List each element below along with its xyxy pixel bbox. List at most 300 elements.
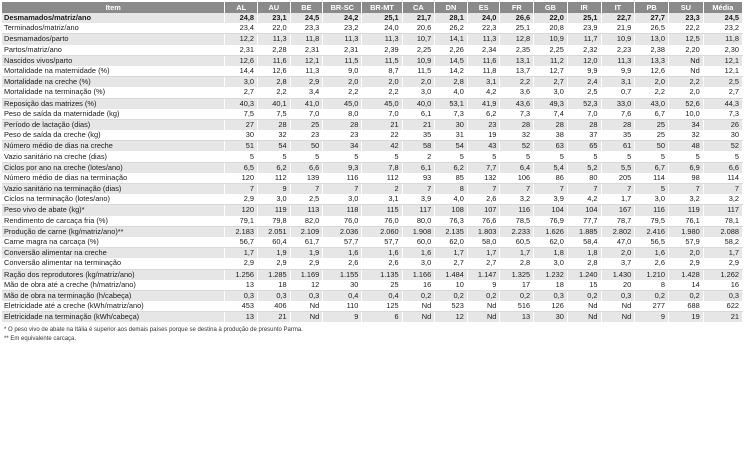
table-cell: 41,9 [467, 98, 500, 109]
table-cell: 3,1 [601, 77, 635, 88]
table-cell: 27,7 [635, 13, 669, 23]
column-header: AU [258, 2, 291, 13]
table-cell: 2,0 [362, 77, 402, 88]
table-cell: 7 [534, 184, 568, 195]
table-row [2, 13, 743, 23]
table-cell: 10,7 [402, 34, 435, 45]
table-cell: 25,1 [500, 23, 534, 34]
row-label: Mortalidade na creche (%) [2, 77, 225, 88]
table-cell: 11,8 [467, 66, 500, 77]
table-cell: 80,0 [402, 216, 435, 227]
table-cell: 3,2 [668, 194, 703, 205]
table-cell: 34 [668, 119, 703, 130]
table-cell: 12 [435, 312, 468, 323]
table-cell: 113 [290, 205, 323, 216]
table-row [2, 173, 743, 184]
table-cell: 2,0 [635, 77, 669, 88]
table-cell: 5 [290, 151, 323, 162]
table-cell: 2,8 [567, 258, 601, 269]
table-cell: 10,9 [601, 34, 635, 45]
table-cell: 1,6 [402, 248, 435, 259]
table-cell: 13 [225, 312, 258, 323]
table-cell: 3,4 [290, 87, 323, 98]
data-table-container [2, 2, 743, 344]
table-cell: 8,0 [323, 109, 362, 120]
table-cell: 11,5 [402, 66, 435, 77]
table-cell: 12,1 [703, 66, 742, 77]
table-cell: 57,7 [323, 237, 362, 248]
column-header: BE [290, 2, 323, 13]
table-cell: 23,2 [323, 23, 362, 34]
table-cell: 1.262 [703, 269, 742, 280]
table-cell: 9 [467, 280, 500, 291]
table-cell: 622 [703, 301, 742, 312]
table-cell: 52 [500, 141, 534, 152]
table-cell: 7,5 [258, 109, 291, 120]
table-row [2, 258, 743, 269]
table-cell: 2,9 [258, 258, 291, 269]
table-cell: 2,4 [567, 77, 601, 88]
table-cell: 5 [362, 151, 402, 162]
table-cell: 167 [601, 205, 635, 216]
table-cell: 523 [435, 301, 468, 312]
table-cell: 76,9 [534, 216, 568, 227]
table-cell: 40,1 [258, 98, 291, 109]
table-cell: 21 [362, 119, 402, 130]
table-cell: 13 [500, 312, 534, 323]
table-row [2, 87, 743, 98]
table-cell: 2,7 [703, 87, 742, 98]
table-cell: 107 [467, 205, 500, 216]
table-cell: 5 [703, 151, 742, 162]
table-cell: 31 [435, 130, 468, 141]
table-cell: 6,7 [635, 109, 669, 120]
table-cell: 0,2 [668, 290, 703, 301]
column-header: ES [467, 2, 500, 13]
table-cell: 2,7 [467, 258, 500, 269]
column-header: Média [703, 2, 742, 13]
table-cell: 98 [668, 173, 703, 184]
table-cell: 106 [500, 173, 534, 184]
table-cell: 0,3 [225, 290, 258, 301]
table-cell: 12,6 [635, 66, 669, 77]
table-cell: 2,7 [435, 258, 468, 269]
table-cell: 7,0 [362, 109, 402, 120]
table-cell: 2,2 [362, 87, 402, 98]
table-row [2, 237, 743, 248]
table-cell: 11,8 [290, 34, 323, 45]
table-cell: 2,2 [635, 87, 669, 98]
table-cell: 1.147 [467, 269, 500, 280]
table-cell: 13,3 [635, 55, 669, 66]
table-cell: 12,1 [703, 55, 742, 66]
column-header: GB [534, 2, 568, 13]
table-cell: 2.233 [500, 226, 534, 237]
table-cell: 1,9 [258, 248, 291, 259]
table-cell: 2,5 [567, 87, 601, 98]
row-label: Conversão alimentar na creche [2, 248, 225, 259]
table-cell: 28 [534, 119, 568, 130]
table-cell: 11,8 [703, 34, 742, 45]
table-cell: 1.980 [668, 226, 703, 237]
table-cell: 516 [500, 301, 534, 312]
table-cell: 3,0 [402, 87, 435, 98]
table-cell: 0,2 [435, 290, 468, 301]
table-cell: 112 [362, 173, 402, 184]
table-cell: 0,7 [601, 87, 635, 98]
table-cell: 8,7 [362, 66, 402, 77]
table-cell: 12,0 [567, 55, 601, 66]
table-cell: 93 [402, 173, 435, 184]
table-row [2, 290, 743, 301]
table-cell: 14,2 [435, 66, 468, 77]
table-cell: 13,1 [500, 55, 534, 66]
table-cell: 76,6 [467, 216, 500, 227]
table-cell: 79,1 [225, 216, 258, 227]
table-row [2, 226, 743, 237]
table-cell: 7 [567, 184, 601, 195]
table-cell: 45,0 [362, 98, 402, 109]
table-cell: 3,0 [534, 258, 568, 269]
table-cell: 2,6 [362, 258, 402, 269]
table-cell: 2.135 [435, 226, 468, 237]
table-row [2, 119, 743, 130]
table-cell: 1,6 [635, 248, 669, 259]
table-row [2, 312, 743, 323]
row-label: Produção de carne (kg/matriz/ano)** [2, 226, 225, 237]
table-cell: 17 [500, 280, 534, 291]
table-cell: 1.169 [290, 269, 323, 280]
table-cell: Nd [467, 301, 500, 312]
table-row [2, 109, 743, 120]
table-cell: 112 [258, 173, 291, 184]
table-cell: 5 [323, 151, 362, 162]
row-label: Terminados/matriz/ano [2, 23, 225, 34]
table-cell: 9 [635, 312, 669, 323]
table-cell: 3,0 [534, 87, 568, 98]
table-cell: 6,4 [500, 162, 534, 173]
table-cell: 48 [668, 141, 703, 152]
table-cell: 3,7 [601, 258, 635, 269]
table-row [2, 301, 743, 312]
table-cell: 24,2 [323, 13, 362, 23]
table-cell: 44,3 [703, 98, 742, 109]
table-cell: 3,0 [402, 258, 435, 269]
table-cell: 21 [258, 312, 291, 323]
table-cell: Nd [668, 66, 703, 77]
table-cell: 125 [362, 301, 402, 312]
table-cell: 5 [258, 151, 291, 162]
table-cell: 5 [467, 151, 500, 162]
table-cell: 11,3 [323, 34, 362, 45]
table-cell: 14 [668, 280, 703, 291]
table-cell: 2,8 [500, 258, 534, 269]
table-cell: 22 [362, 130, 402, 141]
table-cell: 2,25 [534, 45, 568, 56]
table-cell: Nd [290, 301, 323, 312]
table-row [2, 216, 743, 227]
table-cell: 20 [601, 280, 635, 291]
table-cell: 11,3 [290, 66, 323, 77]
table-cell: 9,9 [567, 66, 601, 77]
table-cell: 1,7 [601, 194, 635, 205]
table-cell: 1.232 [534, 269, 568, 280]
table-cell: 3,1 [467, 77, 500, 88]
table-cell: 23 [290, 130, 323, 141]
table-cell: 32 [258, 130, 291, 141]
column-header: SU [668, 2, 703, 13]
table-cell: 1,7 [703, 248, 742, 259]
table-cell: 60,4 [258, 237, 291, 248]
table-cell: 2,2 [500, 77, 534, 88]
table-cell: 20,6 [402, 23, 435, 34]
table-cell: 76,1 [668, 216, 703, 227]
table-cell: 118 [323, 205, 362, 216]
table-cell: Nd [402, 312, 435, 323]
table-cell: 7,7 [467, 162, 500, 173]
table-cell: 5 [668, 151, 703, 162]
table-cell: 5 [225, 151, 258, 162]
table-cell: 54 [258, 141, 291, 152]
table-cell: 28 [601, 119, 635, 130]
table-cell: 21 [402, 119, 435, 130]
row-label: Mortalidade na maternidade (%) [2, 66, 225, 77]
table-cell: Nd [402, 301, 435, 312]
table-cell: 3,9 [534, 194, 568, 205]
column-header: IR [567, 2, 601, 13]
table-cell: 4,0 [435, 194, 468, 205]
table-cell: 2,0 [668, 87, 703, 98]
table-cell: 10,9 [402, 55, 435, 66]
table-cell: 5,2 [567, 162, 601, 173]
table-cell: 3,2 [703, 194, 742, 205]
table-cell: 9,9 [601, 66, 635, 77]
table-cell: 30 [703, 130, 742, 141]
table-cell: 77,7 [567, 216, 601, 227]
table-cell: 25 [362, 280, 402, 291]
table-cell: 6,2 [435, 162, 468, 173]
table-cell: 63 [534, 141, 568, 152]
table-cell: 52,3 [567, 98, 601, 109]
table-cell: 8 [435, 184, 468, 195]
table-row [2, 23, 743, 34]
table-cell: 3,6 [500, 87, 534, 98]
table-cell: 2,2 [668, 77, 703, 88]
table-cell: 2,6 [635, 258, 669, 269]
table-cell: 2,32 [567, 45, 601, 56]
table-cell: 4,2 [467, 87, 500, 98]
table-cell: Nd [601, 312, 635, 323]
row-label: Mão de obra na terminação (h/cabeça) [2, 290, 225, 301]
table-cell: 0,3 [290, 290, 323, 301]
table-cell: 277 [635, 301, 669, 312]
table-cell: 22,3 [467, 23, 500, 34]
column-header: Item [2, 2, 225, 13]
table-cell: 2,30 [703, 45, 742, 56]
footnotes [2, 326, 743, 344]
table-cell: 35 [402, 130, 435, 141]
table-cell: Nd [601, 301, 635, 312]
table-cell: 1.325 [500, 269, 534, 280]
footnote-2: ** Em equivalente carcaça. [4, 336, 77, 343]
table-cell: 0,4 [362, 290, 402, 301]
table-cell: 28 [500, 119, 534, 130]
row-label: Nascidos vivos/parto [2, 55, 225, 66]
table-cell: 120 [225, 173, 258, 184]
table-cell: 7,8 [362, 162, 402, 173]
table-cell: 16 [402, 280, 435, 291]
footnote-1: * O peso vivo de abate na Itália é superior aos demais países porque se destina à produção de presunto Parma. [4, 327, 303, 334]
table-cell: 21 [703, 312, 742, 323]
table-cell: 18 [534, 280, 568, 291]
table-cell: 38 [534, 130, 568, 141]
table-cell: 688 [668, 301, 703, 312]
table-cell: 42 [362, 141, 402, 152]
table-cell: 24,8 [225, 13, 258, 23]
table-cell: 60,5 [500, 237, 534, 248]
table-cell: 2.183 [225, 226, 258, 237]
table-cell: 4,2 [567, 194, 601, 205]
table-cell: 26,5 [635, 23, 669, 34]
table-cell: Nd [567, 312, 601, 323]
table-cell: 54 [435, 141, 468, 152]
table-cell: 11,2 [534, 55, 568, 66]
table-cell: 24,0 [362, 23, 402, 34]
table-cell: 2,8 [258, 77, 291, 88]
table-cell: 2,2 [323, 87, 362, 98]
row-label: Vazio sanitário na terminação (dias) [2, 184, 225, 195]
table-cell: 115 [362, 205, 402, 216]
table-cell: 453 [225, 301, 258, 312]
table-cell: 78,5 [500, 216, 534, 227]
table-cell: 50 [635, 141, 669, 152]
table-cell: 41,0 [290, 98, 323, 109]
table-cell: 2,6 [323, 258, 362, 269]
table-cell: 12,7 [534, 66, 568, 77]
table-cell: 3,2 [500, 194, 534, 205]
table-cell: 7 [500, 184, 534, 195]
table-cell: 2.060 [362, 226, 402, 237]
table-cell: 15 [567, 280, 601, 291]
table-row [2, 77, 743, 88]
table-cell: 1.135 [362, 269, 402, 280]
table-cell: 2,7 [225, 87, 258, 98]
table-cell: 1.428 [668, 269, 703, 280]
table-cell: 18 [258, 280, 291, 291]
table-cell: 1.256 [225, 269, 258, 280]
table-cell: 0,3 [258, 290, 291, 301]
column-header: FR [500, 2, 534, 13]
table-cell: 8 [635, 280, 669, 291]
table-cell: 117 [402, 205, 435, 216]
table-cell: 110 [323, 301, 362, 312]
table-cell: 139 [290, 173, 323, 184]
table-cell: 0,2 [402, 290, 435, 301]
table-cell: 47,0 [601, 237, 635, 248]
table-header-row [2, 2, 743, 13]
table-cell: 57,7 [362, 237, 402, 248]
column-header: IT [601, 2, 635, 13]
table-cell: 1.166 [402, 269, 435, 280]
table-cell: 2,38 [635, 45, 669, 56]
table-cell: 30 [435, 119, 468, 130]
table-cell: 114 [635, 173, 669, 184]
table-cell: 2,31 [225, 45, 258, 56]
table-cell: 2,5 [290, 194, 323, 205]
table-cell: 61,7 [290, 237, 323, 248]
table-cell: 7 [668, 184, 703, 195]
table-cell: 56,5 [635, 237, 669, 248]
table-cell: 1,7 [500, 248, 534, 259]
table-cell: 16 [703, 280, 742, 291]
table-cell: 5 [567, 151, 601, 162]
table-cell: 2.109 [290, 226, 323, 237]
table-cell: 2,35 [500, 45, 534, 56]
table-cell: 25 [635, 130, 669, 141]
column-header: CA [402, 2, 435, 13]
table-cell: 45,0 [323, 98, 362, 109]
table-cell: 23 [323, 130, 362, 141]
table-cell: 2,28 [258, 45, 291, 56]
table-cell: 2,0 [323, 77, 362, 88]
table-cell: 119 [668, 205, 703, 216]
table-cell: 14,5 [435, 55, 468, 66]
table-cell: 114 [703, 173, 742, 184]
table-cell: 116 [500, 205, 534, 216]
column-header: BR-MT [362, 2, 402, 13]
row-label: Ração dos reprodutores (kg/matriz/ano) [2, 269, 225, 280]
table-cell: 2,0 [601, 248, 635, 259]
table-cell: 6,5 [225, 162, 258, 173]
table-cell: 22,0 [258, 23, 291, 34]
table-cell: 7,6 [601, 109, 635, 120]
table-cell: 3,9 [402, 194, 435, 205]
table-cell: 0,2 [500, 290, 534, 301]
table-cell: 2,31 [290, 45, 323, 56]
table-cell: 1.484 [435, 269, 468, 280]
table-cell: 53,1 [435, 98, 468, 109]
performance-table [2, 2, 743, 322]
table-cell: 58,0 [467, 237, 500, 248]
table-cell: 23,9 [567, 23, 601, 34]
table-cell: 78,7 [601, 216, 635, 227]
table-cell: 7,0 [567, 109, 601, 120]
table-cell: 43,0 [635, 98, 669, 109]
table-cell: 12,6 [225, 55, 258, 66]
table-cell: 0,2 [635, 290, 669, 301]
row-label: Mortalidade na terminação (%) [2, 87, 225, 98]
row-label: Peso vivo de abate (kg)* [2, 205, 225, 216]
table-cell: 10 [435, 280, 468, 291]
table-cell: 0,4 [323, 290, 362, 301]
table-cell: 10,9 [534, 34, 568, 45]
table-cell: 33,0 [601, 98, 635, 109]
column-header: DN [435, 2, 468, 13]
table-cell: 9 [258, 184, 291, 195]
table-cell: 40,3 [225, 98, 258, 109]
table-cell: 43,6 [500, 98, 534, 109]
table-cell: 120 [225, 205, 258, 216]
table-cell: 58,2 [703, 237, 742, 248]
table-cell: 104 [567, 205, 601, 216]
table-cell: 2,0 [668, 248, 703, 259]
table-cell: 60,0 [402, 237, 435, 248]
table-cell: 78,1 [703, 216, 742, 227]
table-row [2, 151, 743, 162]
table-cell: 0,3 [703, 290, 742, 301]
table-cell: 25 [290, 119, 323, 130]
table-cell: 3,0 [635, 194, 669, 205]
